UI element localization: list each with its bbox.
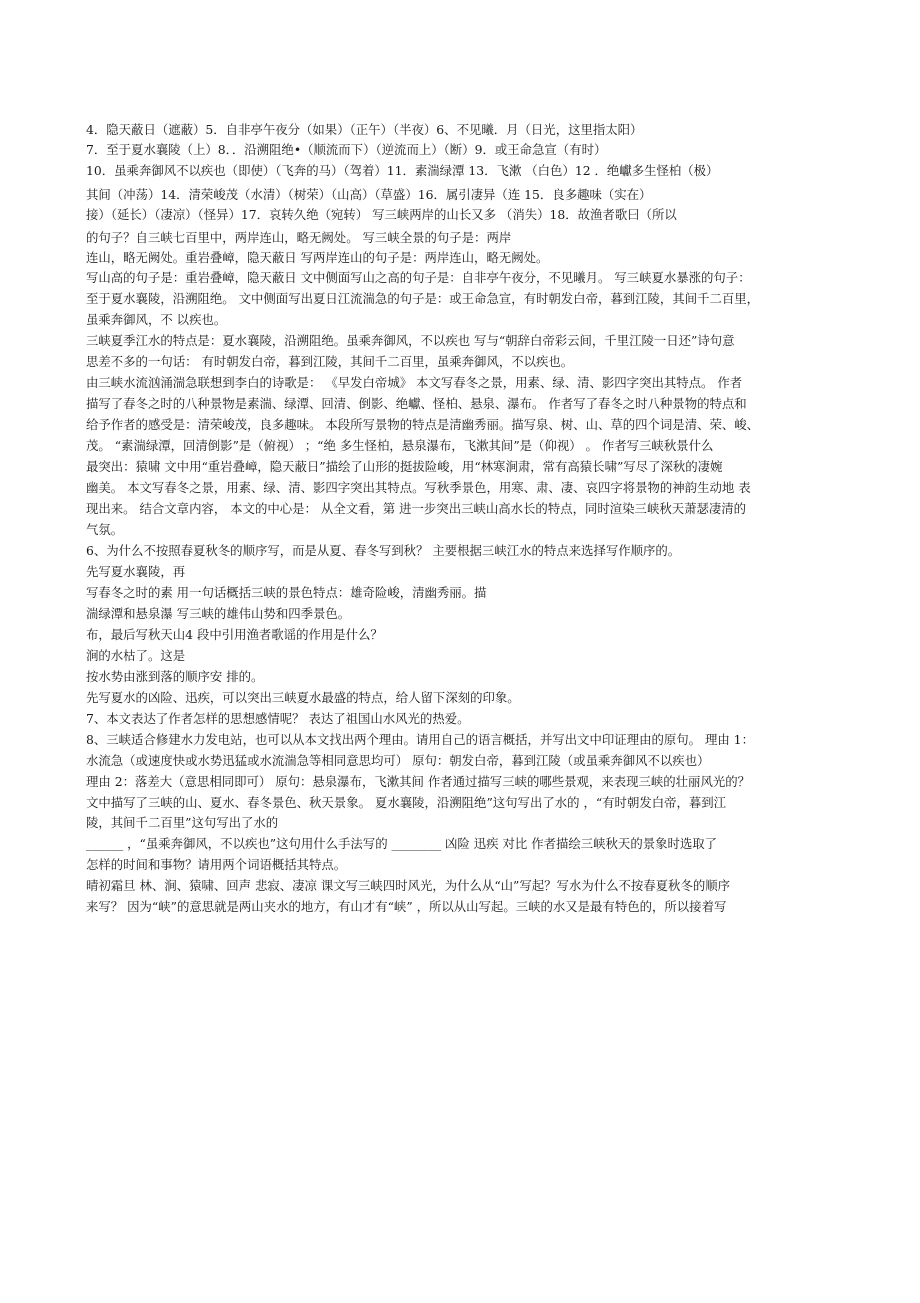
text-line: 思差不多的一句话： 有时朝发白帝，暮到江陵，其间千二百里，虽乘奔御风，不以疾也。	[86, 354, 574, 369]
text-line: 涧的水枯了。这是	[86, 648, 186, 663]
text-line: 湍绿潭和悬泉瀑 写三峡的雄伟山势和四季景色。	[86, 606, 351, 621]
text-line: 气氛。	[86, 522, 124, 537]
text-line: 4．隐天蔽日（遮蔽）5．自非亭午夜分（如果）（正午）（半夜）6、不见曦．月（日光，这里指太阳）	[86, 122, 643, 137]
text-line: 接）（延长）（凄凉）（怪异）17．哀转久绝（宛转） 写三峡两岸的山长又多 （消失）18．故渔者歌曰（所以	[86, 207, 677, 222]
text-line: 8、三峡适合修建水力发电站，也可以从本文找出两个理由。请用自己的语言概括，并写出文中印证理由的原句。 理由 1：	[86, 732, 754, 747]
text-line: 10．虽乘奔御风不以疾也（即使）（飞奔的马）（驾着）11．素湍绿潭 13．飞漱 （白色）12 ．绝巘多生怪柏（极）	[86, 163, 719, 178]
text-line: 虽乘奔御风，不 以疾也。	[86, 312, 227, 327]
text-line: 给予作者的感受是：清荣峻茂，良多趣味。 本段所写景物的特点是清幽秀丽。描写泉、树、山、草的四个词是清、荣、峻、	[86, 417, 760, 432]
text-line: 来写？ 因为“峡”的意思就是两山夹水的地方，有山才有“峡” ，所以从山写起。三峡的水又是最有特色的，所以接着写	[86, 899, 727, 914]
text-line: 连山，略无阙处。重岩叠嶂，隐天蔽日 写两岸连山的句子是：两岸连山，略无阙处。	[86, 250, 549, 265]
text-line: 晴初霜旦 林、涧、猿啸、回声 悲寂、凄凉 课文写三峡四时风光，为什么从“山”写起？写水为什么不按春夏秋冬的顺序	[86, 878, 731, 893]
text-line: 写山高的句子是：重岩叠嶂，隐天蔽日 文中侧面写山之高的句子是：自非亭午夜分，不见曦月。 写三峡夏水暴涨的句子：	[86, 270, 751, 285]
text-line: 6、为什么不按照春夏秋冬的顺序写，而是从夏、春冬写到秋？ 主要根据三峡江水的特点来选择写作顺序的。	[86, 543, 681, 558]
text-line: 由三峡水流汹涌湍急联想到李白的诗歌是： 《早发白帝城》 本文写春冬之景，用素、绿、清、影四字突出其特点。 作者	[86, 375, 743, 390]
text-line: 幽美。 本文写春冬之景，用素、绿、清、影四字突出其特点。写秋季景色，用寒、肃、凄、哀四字将景物的神韵生动地 表	[86, 480, 751, 495]
text-line: 怎样的时间和事物？请用两个词语概括其特点。	[86, 857, 347, 872]
text-line: 7．至于夏水襄陵（上）8．．沿溯阻绝•（顺流而下）（逆流而上）（断）9．或王命急宣（有时）	[86, 142, 607, 157]
text-line: 文中描写了三峡的山、夏水、春冬景色、秋天景象。 夏水襄陵，沿溯阻绝”这句写出了水的 ，“有时朝发白帝，暮到江	[86, 795, 727, 810]
text-line: 先写夏水襄陵，再	[86, 564, 186, 579]
text-line: 其间（冲荡）14．清荣峻茂（水清）（树荣）（山高）（草盛）16．属引凄异（连 15．良多趣味（实在）	[86, 187, 652, 202]
text-line: 按水势由涨到落的顺序安 排的。	[86, 669, 264, 684]
text-line: 布，最后写秋天山4 段中引用渔者歌谣的作用是什么？	[86, 627, 383, 642]
text-line: 水流急（或速度快或水势迅猛或水流湍急等相同意思均可） 原句：朝发白帝，暮到江陵（或虽乘奔御风不以疾也）	[86, 753, 710, 768]
text-line: 写春冬之时的素 用一句话概括三峡的景色特点：雄奇险峻，清幽秀丽。描	[86, 585, 487, 600]
text-line: ______ ，“虽乘奔御风，不以疾也”这句用什么手法写的 ________ 凶险 迅疾 对比 作者描绘三峡秋天的景象时选取了	[86, 836, 718, 851]
text-line: 先写夏水的凶险、迅疾，可以突出三峡夏水最盛的特点，给人留下深刻的印象。	[86, 690, 520, 705]
text-line: 最突出：猿啸 文中用“重岩叠嶂，隐天蔽日”描绘了山形的挺拔险峻，用“林寒涧肃，常有高猿长啸”写尽了深秋的凄婉	[86, 459, 723, 474]
text-line: 茂。 “素湍绿潭，回清倒影”是（俯视） ；“绝 多生怪柏，悬泉瀑布，飞漱其间”是（仰视） 。 作者写三峡秋景什么	[86, 438, 714, 453]
text-line: 三峡夏季江水的特点是：夏水襄陵，沿溯阻绝。虽乘奔御风，不以疾也 写与“朝辞白帝彩云间，千里江陵一日还”诗句意	[86, 333, 735, 348]
text-line: 至于夏水襄陵，沿溯阻绝。 文中侧面写出夏日江流湍急的句子是：或王命急宣，有时朝发白帝，暮到江陵，其间千二百里，	[86, 291, 760, 306]
text-line: 陵，其间千二百里”这句写出了水的	[86, 815, 279, 830]
text-line: 理由 2：落差大（意思相同即可） 原句：悬泉瀑布，飞漱其间 作者通过描写三峡的哪些景观，来表现三峡的壮丽风光的？	[86, 774, 751, 789]
text-line: 的句子？自三峡七百里中，两岸连山，略无阙处。 写三峡全景的句子是：两岸	[86, 230, 512, 245]
text-line: 7、本文表达了作者怎样的思想感情呢？ 表达了祖国山水风光的热爱。	[86, 711, 470, 726]
text-line: 描写了春冬之时的八种景物是素湍、绿潭、回清、倒影、绝巘、怪柏、悬泉、瀑布。 作者写了春冬之时八种景物的特点和	[86, 396, 747, 411]
text-line: 现出来。 结合文章内容， 本文的中心是： 从全文看，第 进一步突出三峡山高水长的特点，同时渲染三峡秋天萧瑟凄清的	[86, 501, 747, 516]
